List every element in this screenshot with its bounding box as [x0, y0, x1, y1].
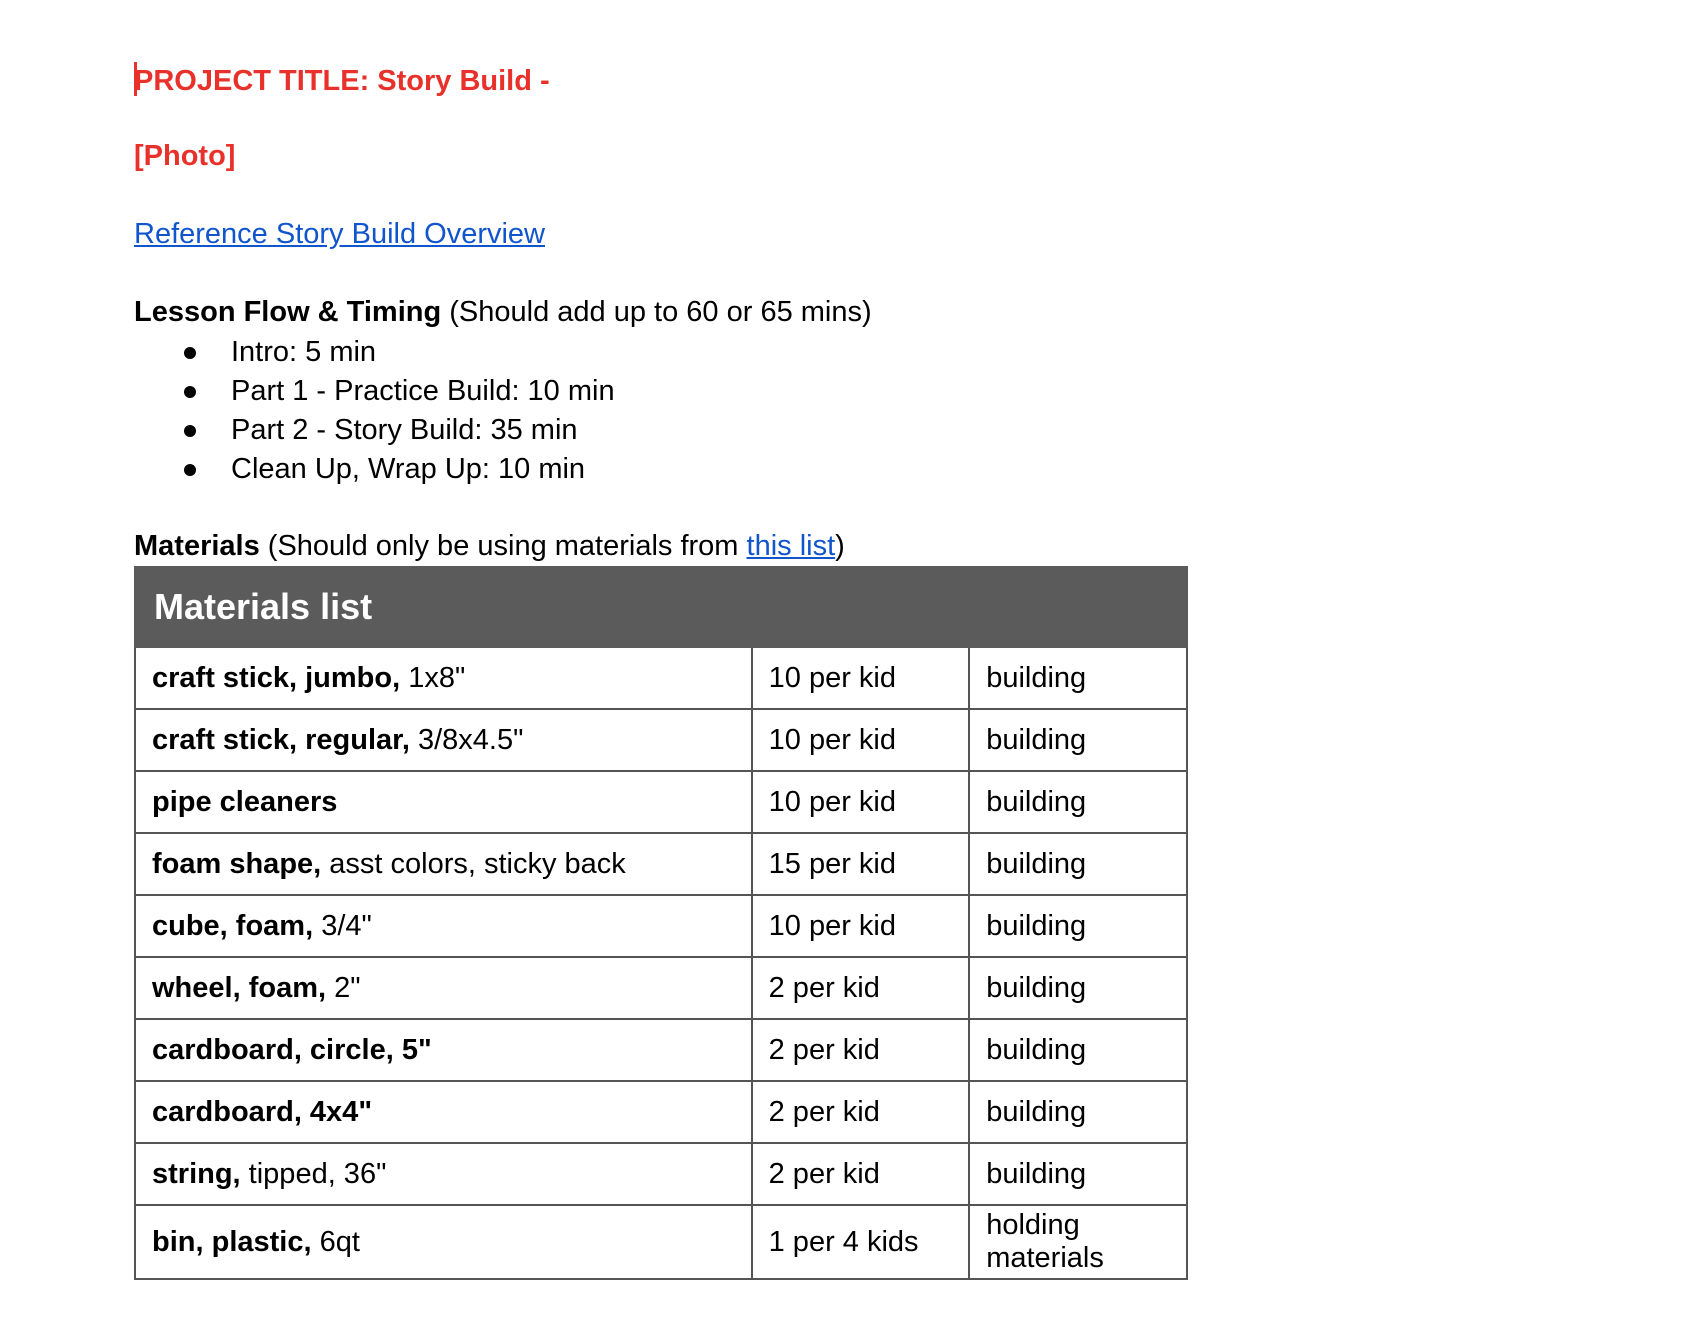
- table-row: [135, 1081, 1187, 1143]
- table-row: [135, 1019, 1187, 1081]
- material-quantity: 2 per kid: [752, 1081, 970, 1143]
- material-name: foam shape,: [152, 847, 322, 880]
- material-use: building: [969, 833, 1187, 895]
- material-quantity: 10 per kid: [752, 895, 970, 957]
- material-name-cell: [135, 1081, 752, 1143]
- material-use: holding materials: [969, 1205, 1187, 1279]
- material-name: wheel, foam,: [152, 971, 327, 1004]
- table-row: [135, 1205, 1187, 1279]
- material-name: bin, plastic,: [152, 1225, 312, 1258]
- material-quantity: 2 per kid: [752, 1143, 970, 1205]
- material-quantity: 10 per kid: [752, 771, 970, 833]
- material-detail: 2": [326, 971, 361, 1004]
- project-title-text: PROJECT TITLE: Story Build -: [134, 65, 550, 97]
- material-name: craft stick, jumbo,: [152, 661, 401, 694]
- materials-table: [134, 566, 1188, 1280]
- list-item: [134, 333, 615, 372]
- material-use: building: [969, 957, 1187, 1019]
- bullet-icon: [184, 425, 196, 437]
- photo-placeholder: [Photo]: [134, 140, 236, 172]
- material-name-cell: [135, 709, 752, 771]
- table-row: [135, 647, 1187, 709]
- material-name: cube, foam,: [152, 909, 314, 942]
- material-name-cell: [135, 833, 752, 895]
- material-detail: tipped, 36": [240, 1157, 387, 1190]
- material-use: building: [969, 1081, 1187, 1143]
- lesson-flow-title: Lesson Flow & Timing: [134, 296, 442, 328]
- materials-table-title: Materials list: [135, 567, 1187, 647]
- list-item-text: Intro: 5 min: [231, 336, 377, 368]
- table-row: [135, 895, 1187, 957]
- material-name: cardboard, circle, 5": [152, 1033, 432, 1066]
- list-item: [134, 411, 615, 450]
- table-row: [135, 957, 1187, 1019]
- material-quantity: 2 per kid: [752, 957, 970, 1019]
- material-quantity: 1 per 4 kids: [752, 1205, 970, 1279]
- project-title[interactable]: [134, 62, 550, 98]
- lesson-flow-heading: [134, 296, 872, 329]
- material-detail: 1x8": [400, 661, 466, 694]
- lesson-flow-list: [134, 333, 615, 489]
- list-item: [134, 450, 615, 489]
- material-detail: asst colors, sticky back: [321, 847, 626, 880]
- list-item-text: Clean Up, Wrap Up: 10 min: [231, 453, 586, 485]
- table-row: [135, 771, 1187, 833]
- material-use: building: [969, 1143, 1187, 1205]
- material-name-cell: [135, 771, 752, 833]
- material-quantity: 15 per kid: [752, 833, 970, 895]
- table-row: [135, 1143, 1187, 1205]
- material-detail: 6qt: [311, 1225, 360, 1258]
- lesson-flow-note: (Should add up to 60 or 65 mins): [441, 296, 872, 328]
- material-detail: 3/8x4.5": [409, 723, 524, 756]
- material-use: building: [969, 709, 1187, 771]
- bullet-icon: [184, 347, 196, 359]
- material-use: building: [969, 895, 1187, 957]
- materials-heading: [134, 530, 845, 563]
- material-name: cardboard, 4x4": [152, 1095, 373, 1128]
- material-name-cell: [135, 1143, 752, 1205]
- materials-note: (Should only be using materials from: [259, 530, 747, 562]
- material-name-cell: [135, 957, 752, 1019]
- materials-title: Materials: [134, 530, 260, 562]
- material-quantity: 2 per kid: [752, 1019, 970, 1081]
- material-use: building: [969, 771, 1187, 833]
- table-row: [135, 833, 1187, 895]
- material-name-cell: [135, 1019, 752, 1081]
- table-header-row: [135, 567, 1187, 647]
- material-name: craft stick, regular,: [152, 723, 410, 756]
- material-name-cell: [135, 895, 752, 957]
- material-name-cell: [135, 647, 752, 709]
- material-detail: 3/4": [313, 909, 372, 942]
- materials-list-link[interactable]: this list: [746, 530, 836, 562]
- material-use: building: [969, 647, 1187, 709]
- material-name: pipe cleaners: [152, 785, 338, 818]
- material-quantity: 10 per kid: [752, 709, 970, 771]
- list-item: [134, 372, 615, 411]
- reference-overview-link[interactable]: Reference Story Build Overview: [134, 218, 545, 250]
- material-use: building: [969, 1019, 1187, 1081]
- table-row: [135, 709, 1187, 771]
- bullet-icon: [184, 464, 196, 476]
- bullet-icon: [184, 386, 196, 398]
- list-item-text: Part 2 - Story Build: 35 min: [231, 414, 578, 446]
- material-name-cell: [135, 1205, 752, 1279]
- material-name: string,: [152, 1157, 241, 1190]
- list-item-text: Part 1 - Practice Build: 10 min: [231, 375, 615, 407]
- material-quantity: 10 per kid: [752, 647, 970, 709]
- materials-note-end: ): [835, 530, 845, 562]
